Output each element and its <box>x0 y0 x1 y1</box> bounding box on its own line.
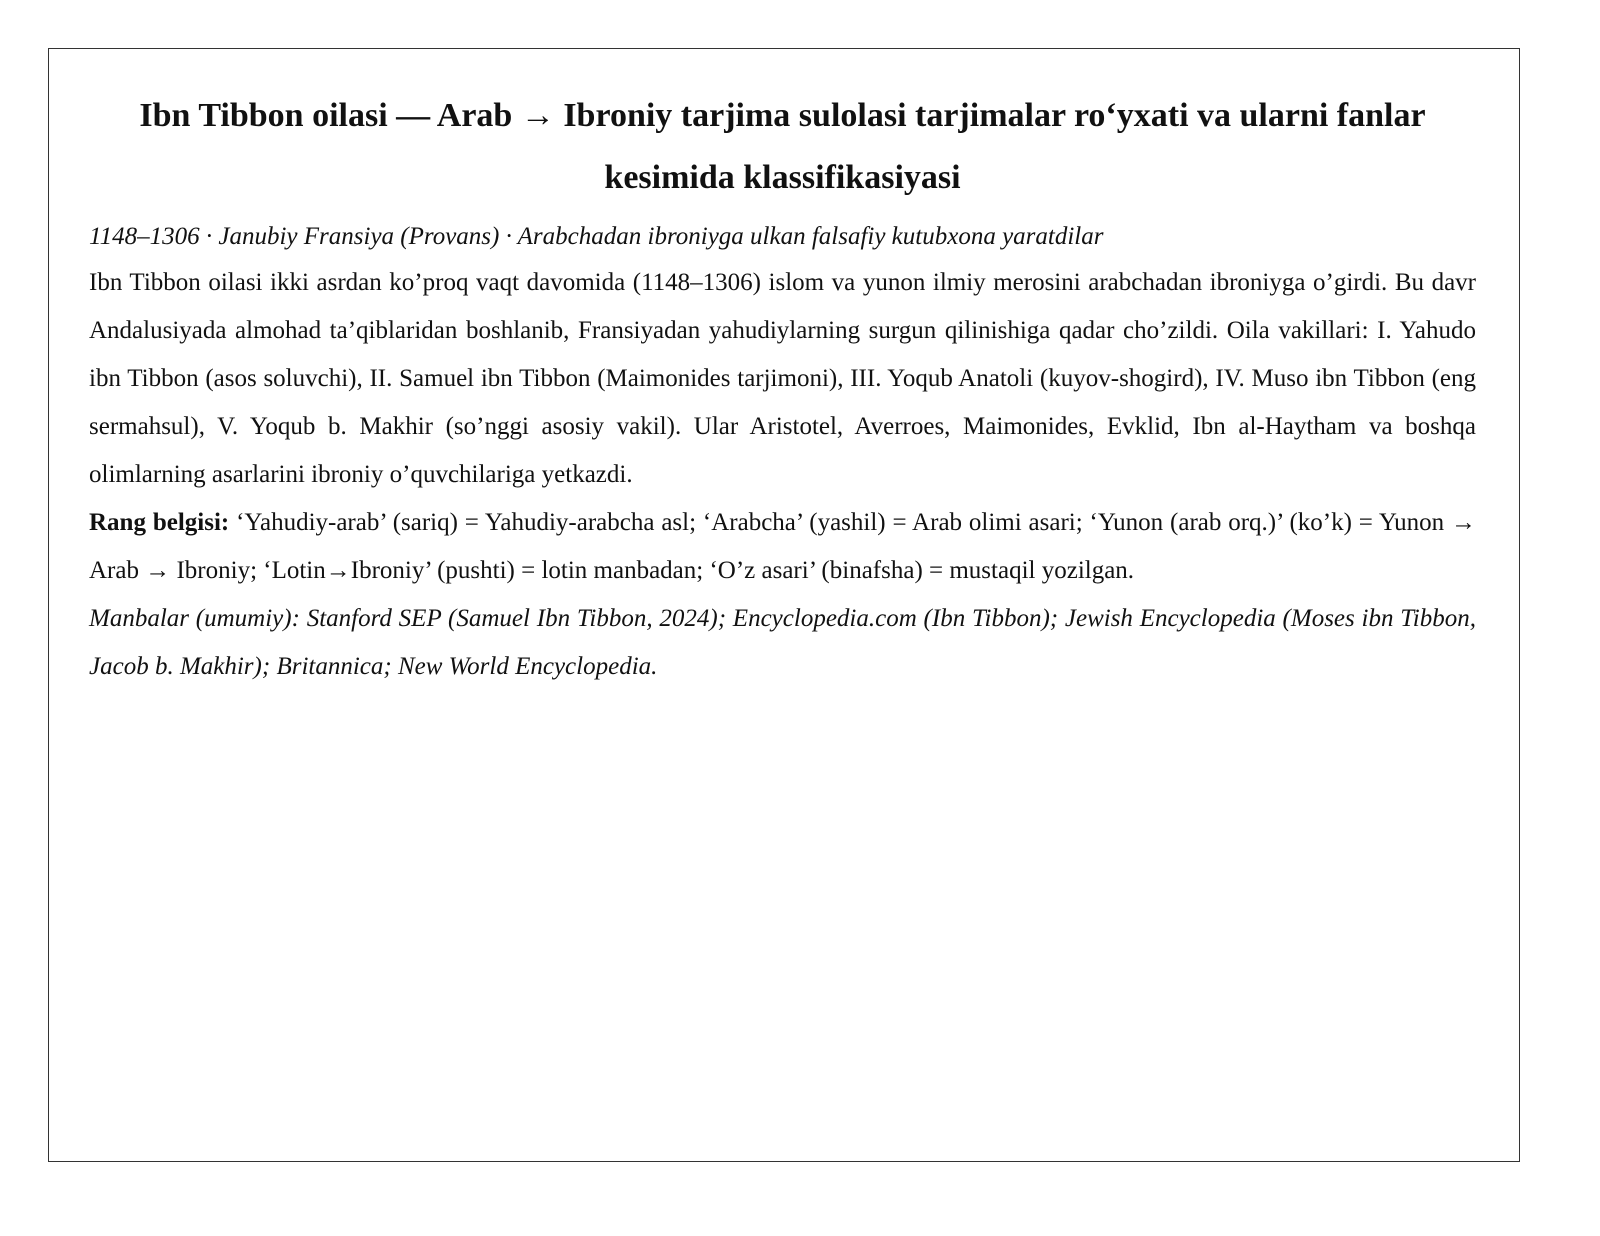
intro-paragraph: Ibn Tibbon oilasi ikki asrdan ko’proq vaqt davomida (1148–1306) islom va yunon ilmiy merosini arabchadan ibroniyga o’girdi. Bu davr Andalusiyada almohad ta’qiblaridan boshlanib, Fransiyadan yahudiylarning surgun qilinishiga qadar cho’zildi. Oila vakillari: I. Yahudo ibn Tibbon (asos soluvchi), II. Samuel ibn Tibbon (Maimonides tarjimoni), III. Yoqub Anatoli (kuyov-shogird), IV. Muso ibn Tibbon (eng sermahsul), V. Yoqub b. Makhir (so’nggi asosiy vakil). Ular Aristotel, Averroes, Maimonides, Evklid, Ibn al-Haytham va boshqa olimlarning asarlarini ibroniy o’quvchilariga yetkazdi. <box>89 269 1476 488</box>
color-legend-text: ‘Yahudiy-arab’ (sariq) = Yahudiy-arabcha asl; ‘Arabcha’ (yashil) = Arab olimi asari; ‘Yunon (arab orq.)’ (ko’k) = Yunon → Arab → Ibroniy; ‘Lotin→Ibroniy’ (pushti) = lotin manbadan; ‘O’z asari’ (binafsha) = mustaqil yozilgan. <box>89 509 1476 584</box>
document-title: Ibn Tibbon oilasi — Arab → Ibroniy tarjima sulolasi tarjimalar ro‘yxati va ularni fanlar kesimida klassifikasiyasi <box>139 97 1426 196</box>
page-frame <box>48 48 1520 1162</box>
color-legend-label: Rang belgisi: <box>89 509 230 536</box>
document-content <box>89 85 1476 691</box>
sources-paragraph: Manbalar (umumiy): Stanford SEP (Samuel Ibn Tibbon, 2024); Encyclopedia.com (Ibn Tibbon); Jewish Encyclopedia (Moses ibn Tibbon, Jacob b. Makhir); Britannica; New World Encyclopedia. <box>89 605 1476 680</box>
document-subtitle: 1148–1306 · Janubiy Fransiya (Provans) · Arabchadan ibroniyga ulkan falsafiy kutubxona yaratdilar <box>89 223 1104 250</box>
color-legend-paragraph <box>89 499 1476 595</box>
